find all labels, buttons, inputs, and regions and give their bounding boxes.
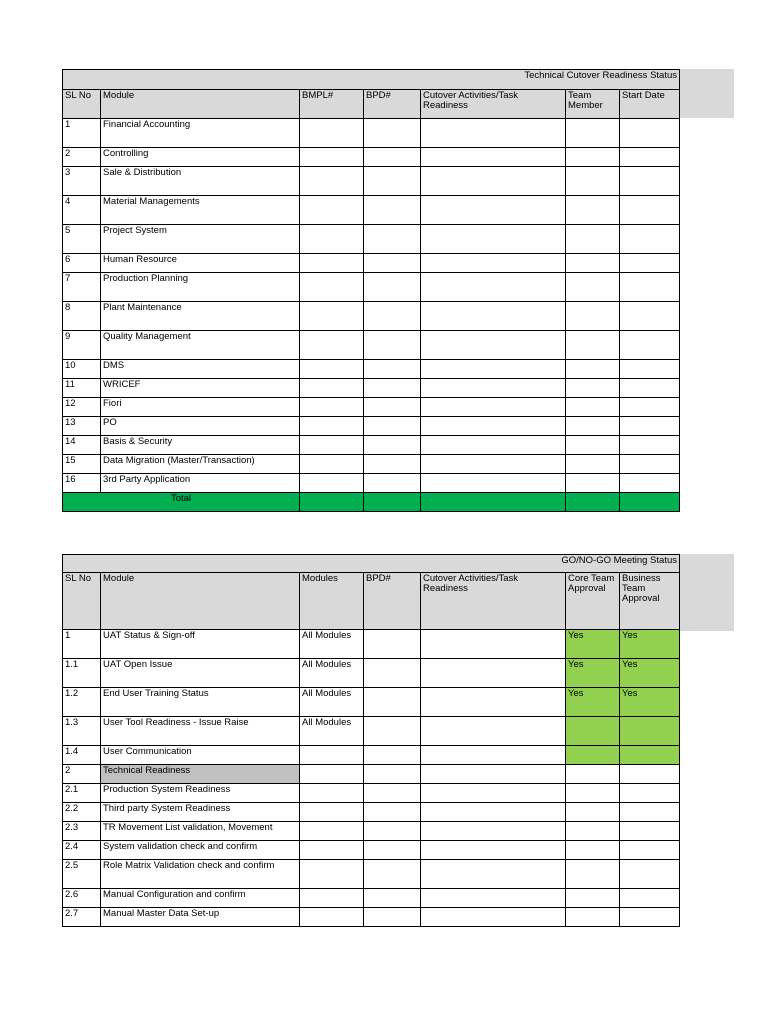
cutover-activities-cell [421,784,566,803]
business-team-approval-cell [620,889,680,908]
sl-no-cell: 2 [63,148,101,167]
bpd-cell [364,841,421,860]
module-cell: Controlling [101,148,300,167]
cutover-activities-cell [421,254,566,273]
cutover-activities-cell [421,860,566,889]
cutover-activities-cell [421,379,566,398]
modules-cell [300,803,364,822]
table-row [63,398,680,417]
bpd-cell [364,417,421,436]
modules-cell: All Modules [300,630,364,659]
team-member-cell [566,225,620,254]
modules-cell [300,841,364,860]
sl-no-cell: 1 [63,119,101,148]
cutover-activities-cell [421,196,566,225]
bpd-cell [364,688,421,717]
core-team-approval-cell: Yes [566,688,620,717]
core-team-approval-cell [566,889,620,908]
bmpl-cell [300,225,364,254]
module-cell: Fiori [101,398,300,417]
business-team-approval-cell [620,803,680,822]
cutover-activities-cell [421,148,566,167]
cutover-activities-cell [421,688,566,717]
go-no-go-table [62,554,680,927]
table-row [63,302,680,331]
team-member-cell [566,302,620,331]
col-header-cutover-activities: Cutover Activities/Task Readiness [421,573,566,630]
table-row [63,379,680,398]
module-cell: Human Resource [101,254,300,273]
start-date-cell [620,148,680,167]
bpd-total-cell [364,493,421,512]
sl-no-cell: 1 [63,630,101,659]
team-member-cell [566,398,620,417]
start-date-cell [620,196,680,225]
start-date-cell [620,360,680,379]
bmpl-cell [300,379,364,398]
module-cell: Data Migration (Master/Transaction) [101,455,300,474]
col-header-sl-no: SL No [63,90,101,119]
bpd-cell [364,379,421,398]
business-team-approval-cell [620,860,680,889]
bmpl-cell [300,398,364,417]
cutover-activities-cell [421,302,566,331]
business-team-approval-cell [620,765,680,784]
cutover-activities-cell [421,273,566,302]
sl-no-cell: 3 [63,167,101,196]
bpd-cell [364,630,421,659]
team-member-cell [566,148,620,167]
modules-cell [300,765,364,784]
bpd-cell [364,167,421,196]
bmpl-cell [300,331,364,360]
bpd-cell [364,273,421,302]
col-header-start-date: Start Date [620,90,680,119]
cutover-activities-cell [421,630,566,659]
table-row [63,822,680,841]
core-team-approval-cell: Yes [566,659,620,688]
total-row [63,493,680,512]
cutover-activities-cell [421,167,566,196]
modules-cell: All Modules [300,688,364,717]
modules-cell: All Modules [300,717,364,746]
team-member-cell [566,273,620,302]
cutover-activities-cell [421,746,566,765]
sl-no-cell: 14 [63,436,101,455]
modules-cell: All Modules [300,659,364,688]
bmpl-cell [300,360,364,379]
module-cell: User Tool Readiness - Issue Raise [101,717,300,746]
sl-no-cell: 2.5 [63,860,101,889]
module-cell: Third party System Readiness [101,803,300,822]
bpd-cell [364,302,421,331]
cutover-activities-cell [421,908,566,927]
team-member-cell [566,436,620,455]
business-team-approval-cell [620,841,680,860]
module-cell: Sale & Distribution [101,167,300,196]
table-row [63,225,680,254]
bpd-cell [364,436,421,455]
bpd-cell [364,908,421,927]
cutover-activities-cell [421,474,566,493]
bpd-cell [364,398,421,417]
table-row [63,196,680,225]
module-cell: 3rd Party Application [101,474,300,493]
table2-side-shade [679,554,734,631]
modules-cell [300,908,364,927]
table-row [63,908,680,927]
sl-no-cell: 5 [63,225,101,254]
bpd-cell [364,765,421,784]
sl-no-cell: 1.4 [63,746,101,765]
business-team-approval-cell [620,784,680,803]
module-cell: DMS [101,360,300,379]
team-member-cell [566,196,620,225]
table-row [63,765,680,784]
sl-no-cell: 13 [63,417,101,436]
technical-cutover-table [62,69,680,512]
cutover-activities-cell [421,841,566,860]
team-member-cell [566,254,620,273]
bmpl-cell [300,167,364,196]
cutover-activities-cell [421,398,566,417]
bpd-cell [364,803,421,822]
business-team-approval-cell: Yes [620,630,680,659]
sl-no-cell: 12 [63,398,101,417]
cutover-activities-cell [421,417,566,436]
module-cell: UAT Open Issue [101,659,300,688]
sl-no-cell: 9 [63,331,101,360]
module-cell: TR Movement List validation, Movement [101,822,300,841]
sl-no-cell: 6 [63,254,101,273]
core-team-approval-cell [566,765,620,784]
start-date-cell [620,225,680,254]
start-date-cell [620,302,680,331]
modules-cell [300,860,364,889]
bmpl-cell [300,148,364,167]
core-team-approval-cell [566,908,620,927]
start-date-cell [620,254,680,273]
start-date-cell [620,167,680,196]
bmpl-cell [300,273,364,302]
col-header-core-team-approval: Core Team Approval [566,573,620,630]
bpd-cell [364,148,421,167]
module-cell: Production System Readiness [101,784,300,803]
module-cell: End User Training Status [101,688,300,717]
sl-no-cell: 2 [63,765,101,784]
cutover-activities-cell [421,803,566,822]
table-row [63,803,680,822]
core-team-approval-cell [566,717,620,746]
table-row [63,273,680,302]
start-date-cell [620,417,680,436]
core-team-approval-cell [566,841,620,860]
bpd-cell [364,254,421,273]
module-cell: Basis & Security [101,436,300,455]
bpd-cell [364,746,421,765]
sl-no-cell: 11 [63,379,101,398]
table-row [63,746,680,765]
team-member-cell [566,119,620,148]
start-date-cell [620,398,680,417]
table-row [63,841,680,860]
cutover-activities-cell [421,436,566,455]
sl-no-cell: 2.2 [63,803,101,822]
core-team-approval-cell [566,822,620,841]
business-team-approval-cell [620,717,680,746]
table-row [63,119,680,148]
modules-cell [300,889,364,908]
bpd-cell [364,659,421,688]
bpd-cell [364,822,421,841]
module-cell: Plant Maintenance [101,302,300,331]
bpd-cell [364,196,421,225]
table-row [63,417,680,436]
business-team-approval-cell [620,908,680,927]
col-header-module: Module [101,90,300,119]
cutover-activities-cell [421,822,566,841]
sl-no-cell: 2.4 [63,841,101,860]
col-header-bpd: BPD# [364,573,421,630]
business-team-approval-cell: Yes [620,659,680,688]
start-date-cell [620,379,680,398]
module-cell: PO [101,417,300,436]
cutover-activities-cell [421,659,566,688]
team-total-cell [566,493,620,512]
table-row [63,784,680,803]
start-date-cell [620,119,680,148]
start-date-cell [620,273,680,302]
table-row [63,331,680,360]
module-cell: Manual Configuration and confirm [101,889,300,908]
col-header-business-team-approval: Business Team Approval [620,573,680,630]
bpd-cell [364,860,421,889]
table-row [63,688,680,717]
sl-no-cell: 2.6 [63,889,101,908]
start-total-cell [620,493,680,512]
module-cell: Project System [101,225,300,254]
start-date-cell [620,455,680,474]
table-row [63,148,680,167]
core-team-approval-cell [566,746,620,765]
team-member-cell [566,455,620,474]
bpd-cell [364,225,421,254]
module-cell: System validation check and confirm [101,841,300,860]
cutover-activities-cell [421,119,566,148]
bmpl-cell [300,474,364,493]
modules-cell [300,746,364,765]
bpd-cell [364,474,421,493]
table-row [63,717,680,746]
team-member-cell [566,331,620,360]
modules-cell [300,784,364,803]
team-member-cell [566,379,620,398]
sl-no-cell: 16 [63,474,101,493]
table1-title: Technical Cutover Readiness Status [63,70,680,90]
cutover-activities-cell [421,889,566,908]
sl-no-cell: 7 [63,273,101,302]
total-label: Total [63,493,300,512]
bmpl-cell [300,196,364,225]
table-row [63,659,680,688]
sl-no-cell: 8 [63,302,101,331]
sl-no-cell: 2.7 [63,908,101,927]
team-member-cell [566,360,620,379]
col-header-cutover-activities: Cutover Activities/Task Readiness [421,90,566,119]
cutover-activities-cell [421,360,566,379]
module-cell: WRICEF [101,379,300,398]
cutover-activities-cell [421,225,566,254]
business-team-approval-cell [620,746,680,765]
modules-cell [300,822,364,841]
module-cell: Role Matrix Validation check and confirm [101,860,300,889]
core-team-approval-cell [566,803,620,822]
start-date-cell [620,331,680,360]
module-cell: User Communication [101,746,300,765]
sl-no-cell: 2.1 [63,784,101,803]
sl-no-cell: 1.1 [63,659,101,688]
cutover-activities-cell [421,717,566,746]
bpd-cell [364,455,421,474]
table-row [63,436,680,455]
bpd-cell [364,889,421,908]
bmpl-total-cell [300,493,364,512]
start-date-cell [620,474,680,493]
table-row [63,254,680,273]
sl-no-cell: 4 [63,196,101,225]
table-row [63,167,680,196]
sl-no-cell: 1.3 [63,717,101,746]
col-header-sl-no: SL No [63,573,101,630]
module-cell: Production Planning [101,273,300,302]
bmpl-cell [300,417,364,436]
cutover-total-cell [421,493,566,512]
bpd-cell [364,717,421,746]
table-row [63,474,680,493]
sl-no-cell: 2.3 [63,822,101,841]
start-date-cell [620,436,680,455]
core-team-approval-cell: Yes [566,630,620,659]
table-row [63,455,680,474]
module-cell: Quality Management [101,331,300,360]
bmpl-cell [300,302,364,331]
table-row [63,860,680,889]
bpd-cell [364,331,421,360]
bpd-cell [364,119,421,148]
table-row [63,630,680,659]
module-cell: Material Managements [101,196,300,225]
col-header-bpd: BPD# [364,90,421,119]
col-header-bmpl: BMPL# [300,90,364,119]
table-row [63,889,680,908]
bpd-cell [364,360,421,379]
bmpl-cell [300,455,364,474]
cutover-activities-cell [421,455,566,474]
module-cell: UAT Status & Sign-off [101,630,300,659]
table2-title: GO/NO-GO Meeting Status [63,555,680,573]
bmpl-cell [300,254,364,273]
col-header-modules: Modules [300,573,364,630]
bmpl-cell [300,119,364,148]
sl-no-cell: 10 [63,360,101,379]
sl-no-cell: 15 [63,455,101,474]
cutover-activities-cell [421,331,566,360]
team-member-cell [566,167,620,196]
module-cell: Financial Accounting [101,119,300,148]
team-member-cell [566,417,620,436]
core-team-approval-cell [566,860,620,889]
table-row [63,360,680,379]
module-cell: Manual Master Data Set-up [101,908,300,927]
col-header-module: Module [101,573,300,630]
business-team-approval-cell: Yes [620,688,680,717]
table1-side-shade [679,69,734,118]
cutover-activities-cell [421,765,566,784]
business-team-approval-cell [620,822,680,841]
bpd-cell [364,784,421,803]
bmpl-cell [300,436,364,455]
core-team-approval-cell [566,784,620,803]
sl-no-cell: 1.2 [63,688,101,717]
col-header-team-member: Team Member [566,90,620,119]
team-member-cell [566,474,620,493]
module-cell: Technical Readiness [101,765,300,784]
